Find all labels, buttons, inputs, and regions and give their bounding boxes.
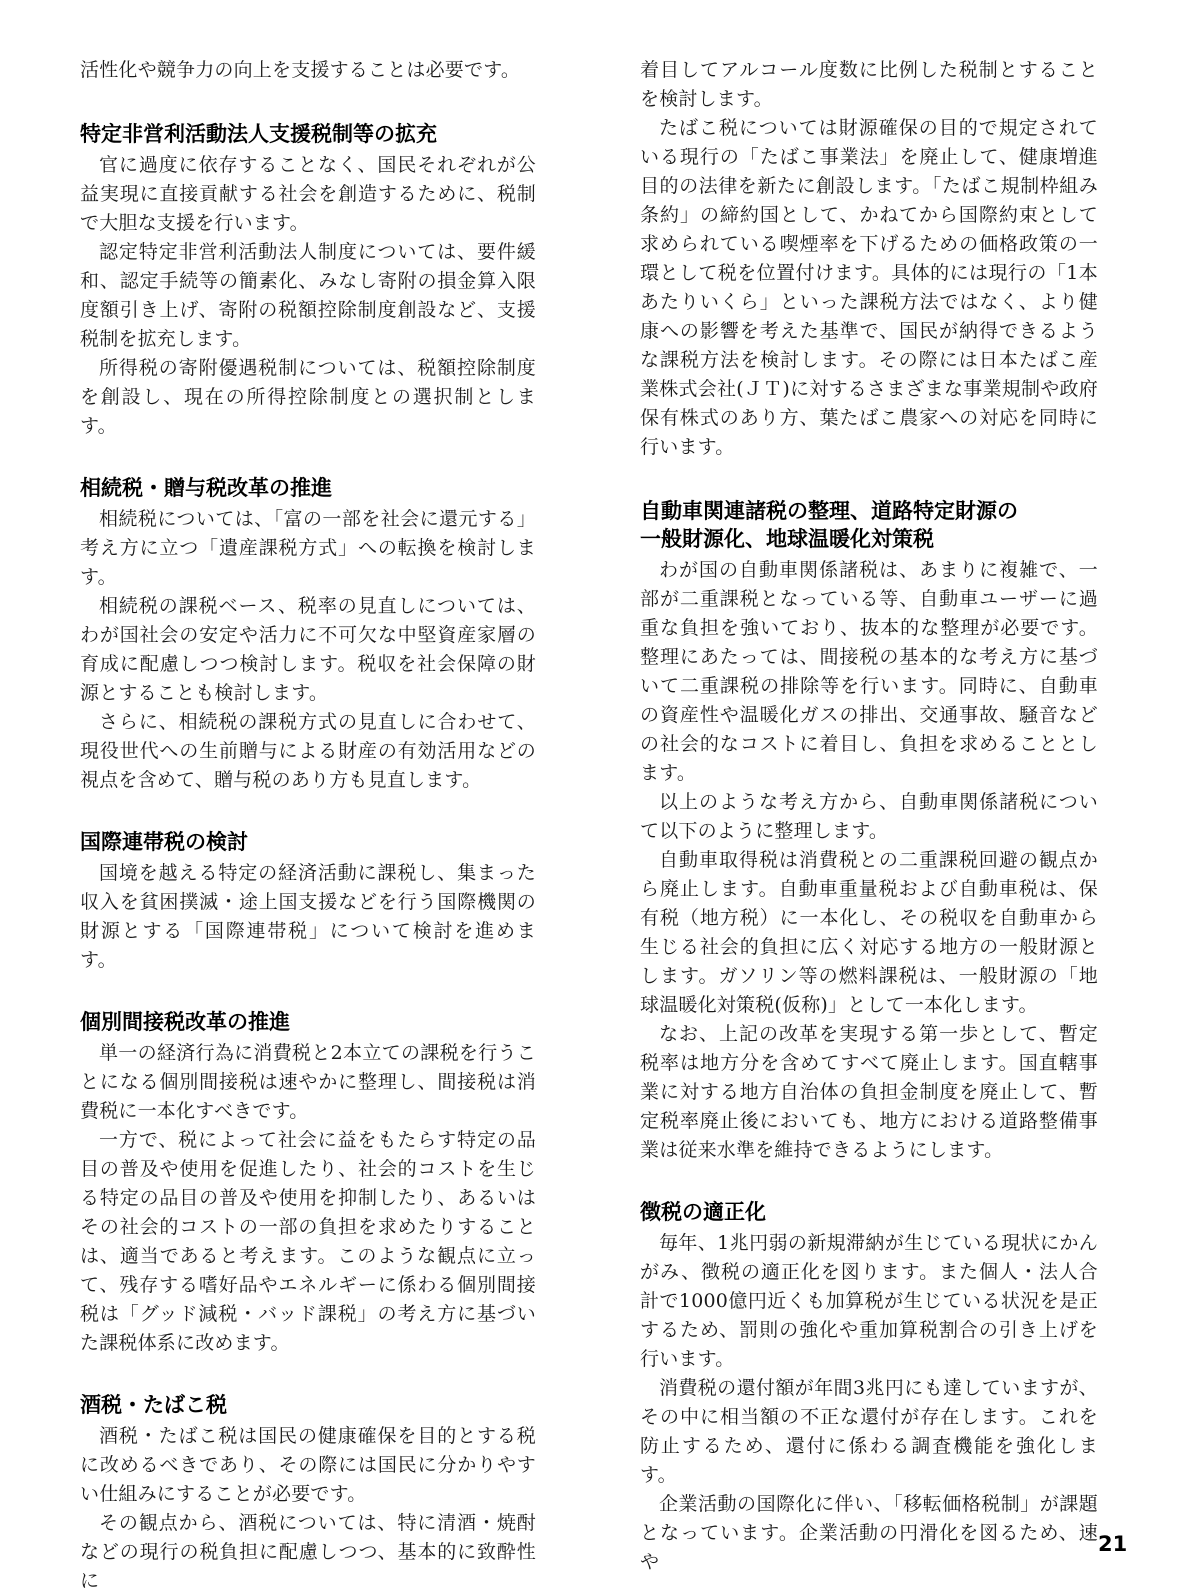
paragraph: わが国の自動車関係諸税は、あまりに複雑で、一部が二重課税となっている等、自動車ユーザーに過重な負担を強いており、抜本的な整理が必要です。整理にあたっては、間接税の基本的な考え方に基づいて二重課税の排除等を行います。同時に、自動車の資産性や温暖化ガスの排出、交通事故、騒音などの社会的なコストに着目し、負担を求めることとします。 xyxy=(640,559,1098,784)
paragraph: 毎年、1兆円弱の新規滞納が生じている現状にかんがみ、徴税の適正化を図ります。また個人・法人合計で1000億円近くも加算税が生じている状況を是正するため、罰則の強化や重加算税割合の引き上げを行います。 xyxy=(640,1232,1098,1370)
paragraph: 活性化や競争力の向上を支援することは必要です。 xyxy=(80,59,521,81)
section-heading: 相続税・贈与税改革の推進 xyxy=(80,476,332,500)
paragraph: 官に過度に依存することなく、国民それぞれが公益実現に直接貢献する社会を創造するために、税制で大胆な支援を行います。 xyxy=(80,154,536,234)
section-heading: 個別間接税改革の推進 xyxy=(80,1010,290,1034)
paragraph: その観点から、酒税については、特に清酒・焼酎などの現行の税負担に配慮しつつ、基本的に致酔性に xyxy=(80,1512,536,1592)
paragraph: 自動車取得税は消費税との二重課税回避の観点から廃止します。自動車重量税および自動車税は、保有税（地方税）に一本化し、その税収を自動車から生じる社会的負担に広く対応する地方の一般財源とします。ガソリン等の燃料課税は、一般財源の「地球温暖化対策税(仮称)」として一本化します。 xyxy=(640,849,1098,1016)
paragraph: なお、上記の改革を実現する第一歩として、暫定税率は地方分を含めてすべて廃止します。国直轄事業に対する地方自治体の負担金制度を廃止して、暫定税率廃止後においても、地方における道路整備事業は従来水準を維持できるようにします。 xyxy=(640,1023,1098,1161)
paragraph: 認定特定非営利活動法人制度については、要件緩和、認定手続等の簡素化、みなし寄附の損金算入限度額引き上げ、寄附の税額控除制度創設など、支援税制を拡充します。 xyxy=(80,241,536,350)
right-column xyxy=(640,56,1098,1577)
left-column xyxy=(80,56,536,1596)
paragraph: 消費税の還付額が年間3兆円にも達していますが、その中に相当額の不正な還付が存在します。これを防止するため、還付に係わる調査機能を強化します。 xyxy=(640,1377,1098,1486)
section-heading-line: 自動車関連諸税の整理、道路特定財源の xyxy=(640,499,1018,523)
paragraph: 単一の経済行為に消費税と2本立ての課税を行うことになる個別間接税は速やかに整理し、間接税は消費税に一本化すべきです。 xyxy=(80,1042,536,1122)
paragraph: 相続税については、「富の一部を社会に還元する」考え方に立つ「遺産課税方式」への転換を検討します。 xyxy=(80,508,536,588)
paragraph: 国境を越える特定の経済活動に課税し、集まった収入を貧困撲滅・途上国支援などを行う国際機関の財源とする「国際連帯税」について検討を進めます。 xyxy=(80,862,536,971)
section-heading-line: 一般財源化、地球温暖化対策税 xyxy=(640,527,934,551)
paragraph: 以上のような考え方から、自動車関係諸税について以下のように整理します。 xyxy=(640,791,1098,842)
paragraph: 企業活動の国際化に伴い、「移転価格税制」が課題となっています。企業活動の円滑化を図るため、速や xyxy=(640,1493,1098,1573)
page-number: 21 xyxy=(1098,1532,1128,1556)
paragraph: 着目してアルコール度数に比例した税制とすることを検討します。 xyxy=(640,59,1098,110)
section-heading: 酒税・たばこ税 xyxy=(80,1393,227,1417)
paragraph: 酒税・たばこ税は国民の健康確保を目的とする税に改めるべきであり、その際には国民に分かりやすい仕組みにすることが必要です。 xyxy=(80,1425,536,1505)
section-heading: 特定非営利活動法人支援税制等の拡充 xyxy=(80,122,437,146)
paragraph: さらに、相続税の課税方式の見直しに合わせて、現役世代への生前贈与による財産の有効活用などの視点を含めて、贈与税のあり方も見直します。 xyxy=(80,711,536,791)
paragraph: 所得税の寄附優遇税制については、税額控除制度を創設し、現在の所得控除制度との選択制とします。 xyxy=(80,357,536,437)
paragraph: たばこ税については財源確保の目的で規定されている現行の「たばこ事業法」を廃止して、健康増進目的の法律を新たに創設します。「たばこ規制枠組み条約」の締約国として、かねてから国際約束として求められている喫煙率を下げるための価格政策の一環として税を位置付けます。具体的には現行の「1本あたりいくら」といった課税方法ではなく、より健康への影響を考えた基準で、国民が納得できるような課税方法を検討します。その際には日本たばこ産業株式会社(ＪＴ)に対するさまざまな事業規制や政府保有株式のあり方、葉たばこ農家への対応を同時に行います。 xyxy=(640,117,1098,458)
paragraph: 相続税の課税ベース、税率の見直しについては、わが国社会の安定や活力に不可欠な中堅資産家層の育成に配慮しつつ検討します。税収を社会保障の財源とすることも検討します。 xyxy=(80,595,536,704)
paragraph: 一方で、税によって社会に益をもたらす特定の品目の普及や使用を促進したり、社会的コストを生じる特定の品目の普及や使用を抑制したり、あるいはその社会的コストの一部の負担を求めたりすることは、適当であると考えます。このような観点に立って、残存する嗜好品やエネルギーに係わる個別間接税は「グッド減税・バッド課税」の考え方に基づいた課税体系に改めます。 xyxy=(80,1129,536,1354)
section-heading: 国際連帯税の検討 xyxy=(80,830,248,854)
section-heading: 徴税の適正化 xyxy=(640,1200,766,1224)
section-heading xyxy=(640,497,1098,553)
